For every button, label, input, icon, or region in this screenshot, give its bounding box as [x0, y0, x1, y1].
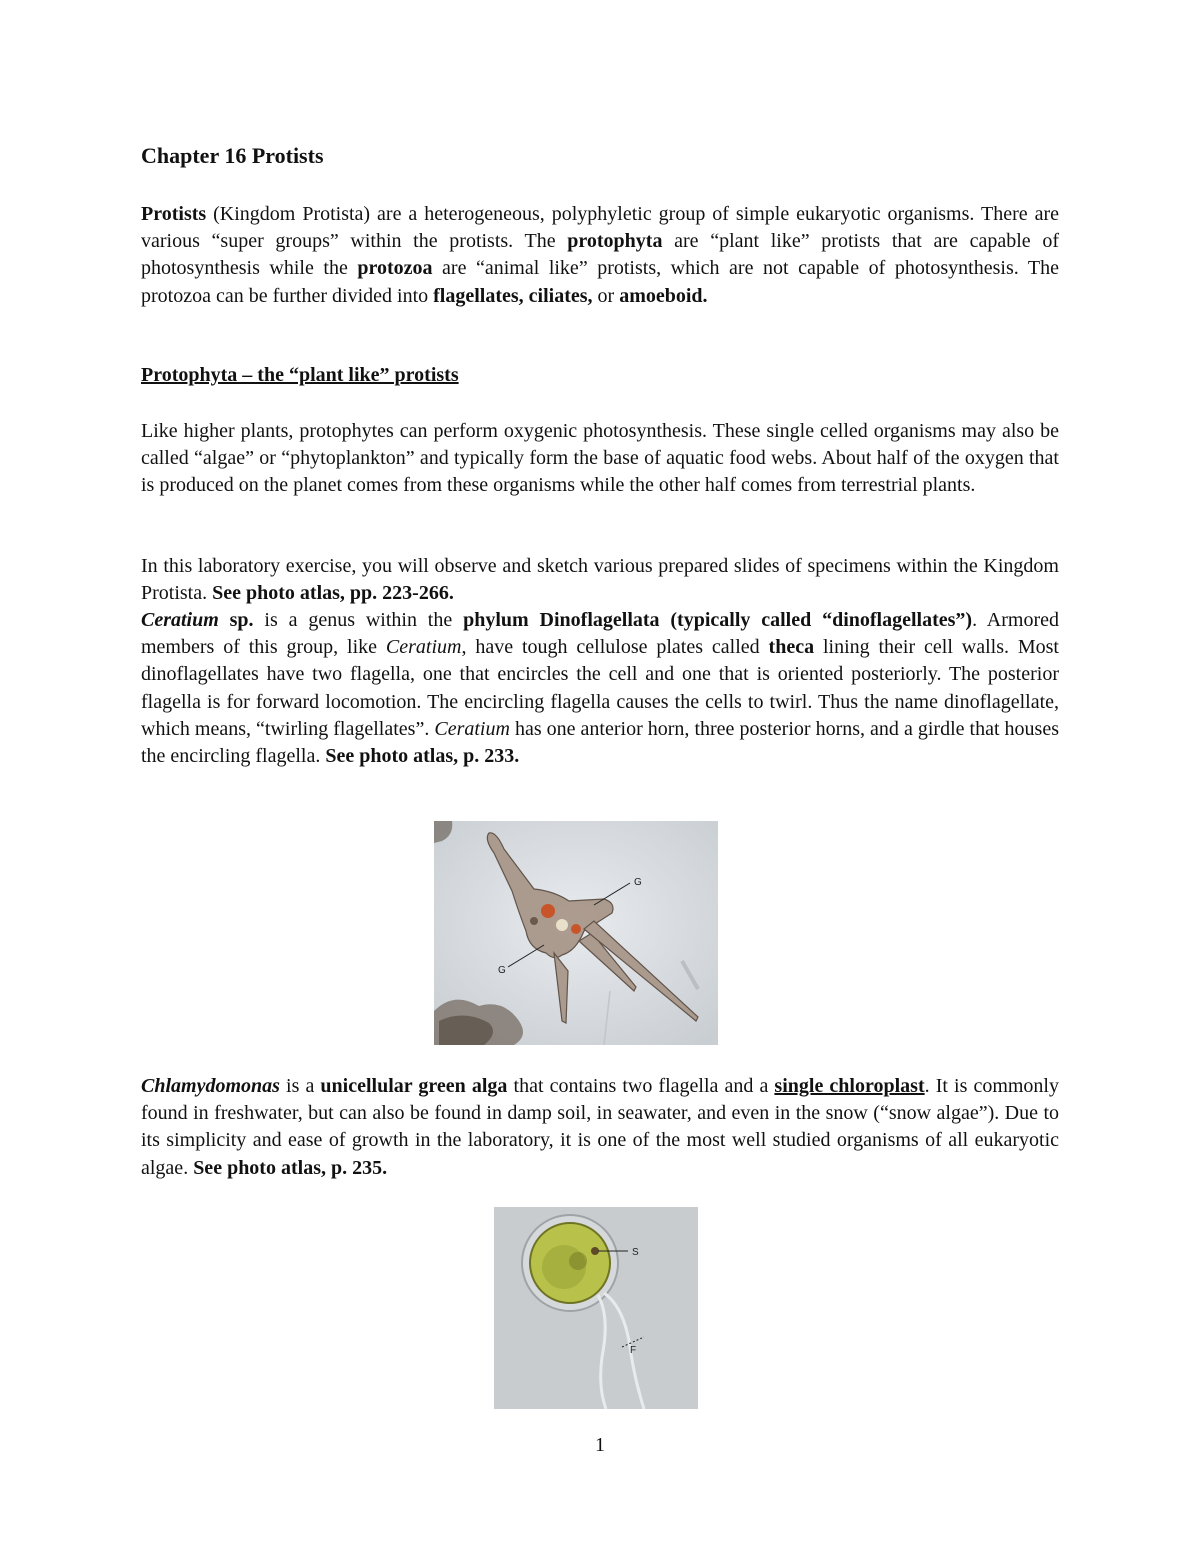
figure-label-s: S [632, 1247, 639, 1258]
term-amoeboid: amoeboid. [619, 284, 708, 307]
chapter-title: Chapter 16 Protists [141, 143, 324, 168]
term-flagellates-ciliates: flagellates, ciliates, [433, 284, 593, 307]
figure-label-g-bottom: G [498, 965, 506, 976]
photo-atlas-reference: See photo atlas, pp. 223-266. [212, 582, 454, 605]
photo-atlas-reference: See photo atlas, p. 233. [325, 745, 520, 768]
term-chlamydomonas: Chlamydomonas [141, 1075, 280, 1097]
term-protozoa: protozoa [357, 257, 433, 280]
page-number: 1 [595, 1434, 605, 1456]
term-ceratium: Ceratium [141, 609, 219, 631]
term-unicellular-green-alga: unicellular green alga [320, 1075, 508, 1097]
term-protists: Protists [141, 203, 207, 225]
chlamydomonas-micrograph [494, 1207, 698, 1409]
lab-exercise-paragraph: In this laboratory exercise, you will observe and sketch various prepared slides of specimens within the Kingdom Protista. See photo atlas, pp. 223-266. [141, 555, 1059, 605]
ceratium-micrograph [434, 821, 718, 1045]
term-theca: theca [768, 636, 815, 659]
photo-atlas-reference: See photo atlas, p. 235. [193, 1156, 388, 1179]
chlamydomonas-image [494, 1207, 698, 1409]
protophyta-paragraph: Like higher plants, protophytes can perform oxygenic photosynthesis. These single celled organisms may also be called “algae” or “phytoplankton” and typically form the base of aquatic food webs. About half of the oxygen that is produced on the planet comes from these organisms while the other half comes from terrestrial plants. [141, 420, 1059, 497]
term-single-chloroplast: single chloroplast [774, 1075, 925, 1097]
ceratium-paragraph: Ceratium sp. is a genus within the phylum Dinoflagellata (typically called “dinoflagellates”). Armored members of this group, like Ceratium, have tough cellulose plates called theca lining their cell walls. Most dinoflagellates have two flagella, one that encircles the cell and one that is oriented posteriorly. The posterior flagella is for forward locomotion. The encircling flagella causes the cells to twirl. Thus the name dinoflagellate, which means, “twirling flagellates”. Ceratium has one anterior horn, three posterior horns, and a girdle that houses the encircling flagella. See photo atlas, p. 233. [141, 609, 1060, 768]
term-dinoflagellata: phylum Dinoflagellata (typically called “dinoflagellates”) [463, 609, 973, 631]
section-heading-protophyta: Protophyta – the “plant like” protists [141, 364, 459, 386]
figure-label-g-top: G [634, 877, 642, 888]
ceratium-image [434, 821, 718, 1045]
term-protophyta: protophyta [567, 230, 663, 253]
intro-paragraph: Protists (Kingdom Protista) are a heterogeneous, polyphyletic group of simple eukaryotic organisms. There are various “super groups” within the protists. The protophyta are “plant like” protists that are capable of photosynthesis while the protozoa are “animal like” protists, which are not capable of photosynthesis. The protozoa can be further divided into flagellates, ciliates, or amoeboid. [141, 203, 1059, 307]
figure-label-f: F [630, 1345, 637, 1356]
chlamydomonas-paragraph: Chlamydomonas is a unicellular green alga that contains two flagella and a single chloroplast. It is commonly found in freshwater, but can also be found in damp soil, in seawater, and even in the snow (“snow algae”). Due to its simplicity and ease of growth in the laboratory, it is one of the most well studied organisms of all eukaryotic algae. See photo atlas, p. 235. [141, 1075, 1059, 1179]
